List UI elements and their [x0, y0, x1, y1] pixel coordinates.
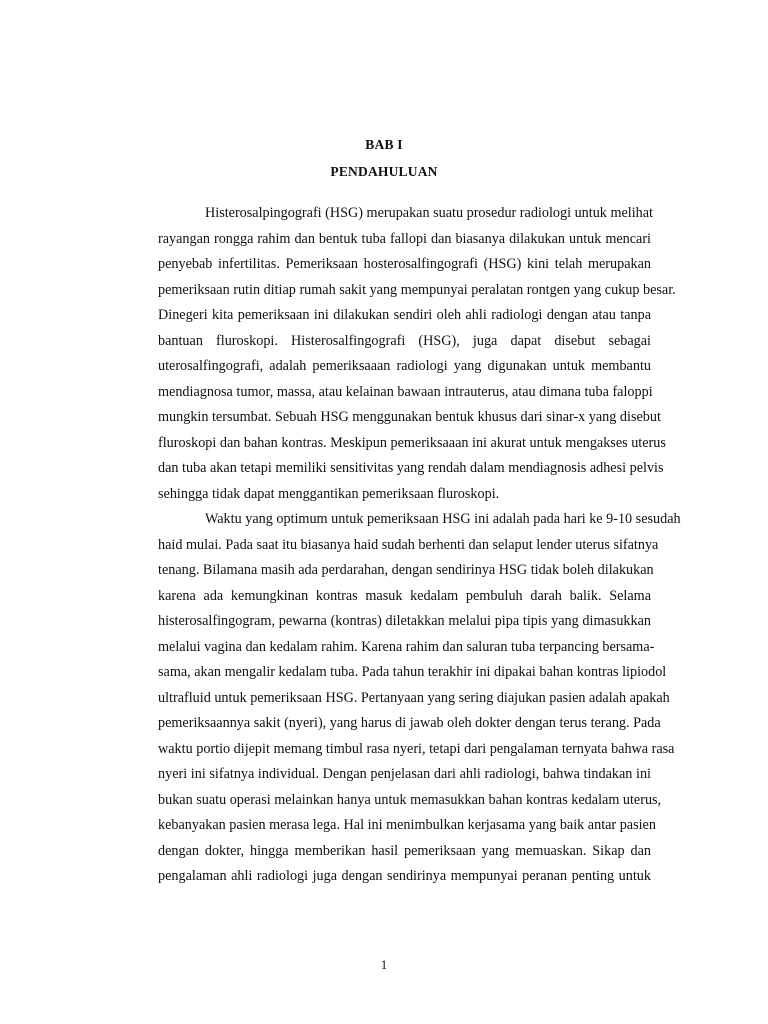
- text-line: Waktu yang optimum untuk pemeriksaan HSG ini adalah pada hari ke 9-10 sesudah: [205, 511, 681, 527]
- text-line: uterosalfingografi, adalah pemeriksaaan radiologi yang digunakan untuk membantu: [158, 358, 651, 374]
- text-line: bukan suatu operasi melainkan hanya untuk memasukkan bahan kontras kedalam uterus,: [158, 791, 662, 808]
- text-line: sama, akan mengalir kedalam tuba. Pada tahun terakhir ini dipakai bahan kontras lipiodol: [158, 664, 667, 680]
- text-line: dengan dokter, hingga memberikan hasil pemeriksaan yang memuaskan. Sikap dan: [158, 842, 651, 859]
- text-line: histerosalfingogram, pewarna (kontras) diletakkan melalui pipa tipis yang dimasukkan: [158, 613, 651, 629]
- text-line: penyebab infertilitas. Pemeriksaan hosterosalfingografi (HSG) kini telah merupakan: [158, 256, 651, 272]
- text-line: pengalaman ahli radiologi juga dengan sendirinya mempunyai peranan penting untuk: [158, 868, 651, 884]
- text-line: haid mulai. Pada saat itu biasanya haid sudah berhenti dan selaput lender uterus sifatnya: [158, 536, 659, 553]
- text-line: nyeri ini sifatnya individual. Dengan penjelasan dari ahli radiologi, bahwa tindakan ini: [158, 766, 651, 782]
- text-line: mendiagnosa tumor, massa, atau kelainan bawaan intrauterus, atau dimana tuba faloppi: [158, 383, 653, 400]
- text-line: fluroskopi dan bahan kontras. Meskipun pemeriksaaan ini akurat untuk mengakses uterus: [158, 434, 666, 451]
- text-line: pemeriksaan rutin ditiap rumah sakit yang mempunyai peralatan rontgen yang cukup besar.: [158, 281, 676, 298]
- text-line: waktu portio dijepit memang timbul rasa nyeri, tetapi dari pengalaman ternyata bahwa rasa: [158, 740, 675, 757]
- chapter-heading: BAB I: [365, 137, 403, 152]
- text-line: dan tuba akan tetapi memiliki sensitivitas yang rendah dalam mendiagnosis adhesi pelvis: [158, 460, 664, 476]
- text-line: Histerosalpingografi (HSG) merupakan suatu prosedur radiologi untuk melihat: [205, 205, 653, 221]
- text-line: karena ada kemungkinan kontras masuk kedalam pembuluh darah balik. Selama: [158, 587, 651, 604]
- body-text: [111, 201, 681, 890]
- text-line: mungkin tersumbat. Sebuah HSG menggunakan bentuk khusus dari sinar-x yang disebut: [158, 409, 661, 425]
- text-line: ultrafluid untuk pemeriksaan HSG. Pertanyaan yang sering diajukan pasien adalah apakah: [158, 689, 670, 706]
- text-line: kebanyakan pasien merasa lega. Hal ini menimbulkan kerjasama yang baik antar pasien: [158, 817, 656, 833]
- chapter-title: PENDAHULUAN: [330, 164, 438, 179]
- paragraph-1: [111, 201, 676, 507]
- text-line: melalui vagina dan kedalam rahim. Karena rahim dan saluran tuba terpancing bersama-: [158, 638, 655, 655]
- text-line: bantuan fluroskopi. Histerosalfingografi (HSG), juga dapat disebut sebagai: [158, 332, 651, 349]
- paragraph-2: [111, 507, 681, 890]
- text-line: tenang. Bilamana masih ada perdarahan, dengan sendirinya HSG tidak boleh dilakukan: [158, 562, 654, 578]
- text-line: Dinegeri kita pemeriksaan ini dilakukan sendiri oleh ahli radiologi dengan atau tanpa: [158, 307, 651, 323]
- text-line: rayangan rongga rahim dan bentuk tuba fallopi dan biasanya dilakukan untuk mencari: [158, 230, 651, 247]
- text-line: pemeriksaannya sakit (nyeri), yang harus di jawab oleh dokter dengan terus terang. Pada: [158, 715, 661, 731]
- text-line: sehingga tidak dapat menggantikan pemeriksaan fluroskopi.: [158, 485, 500, 502]
- page-number: 1: [380, 957, 388, 972]
